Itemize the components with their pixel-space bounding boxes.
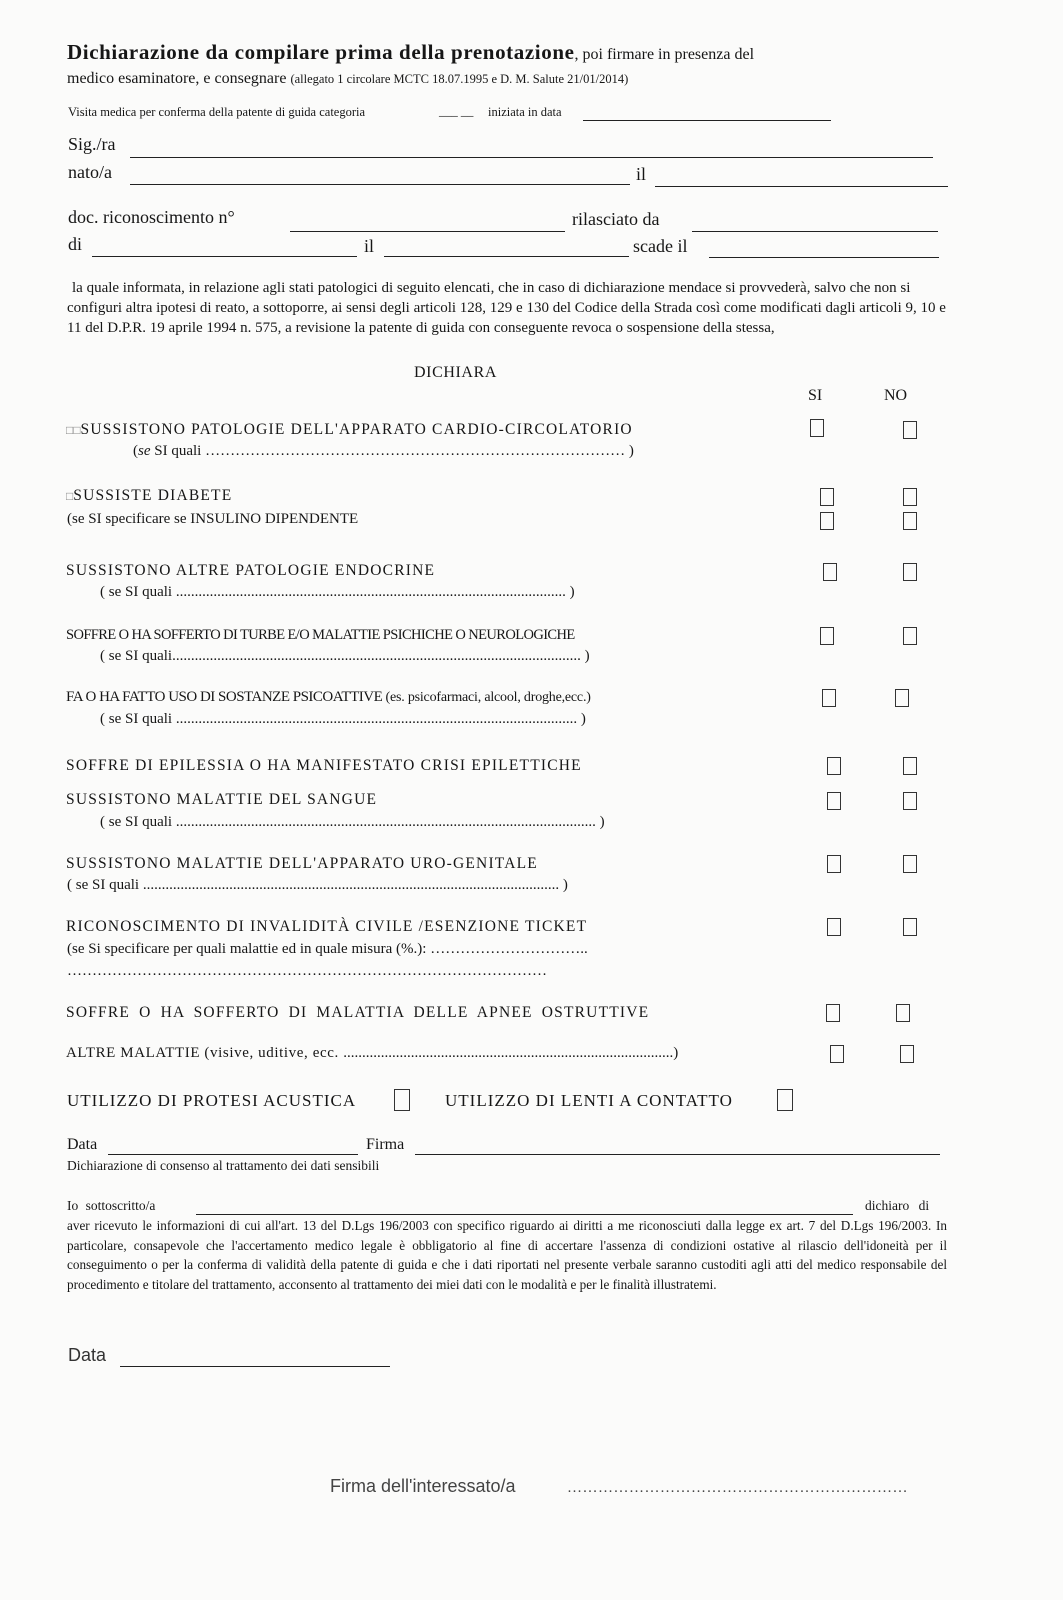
question-diabetes xyxy=(66,487,232,505)
question-label-tail: (es. psicofarmaci, alcool, droghe,ecc.) xyxy=(385,690,591,705)
visit-started-label: iniziata in data xyxy=(488,105,562,119)
question-other: ALTRE MALATTIE (visive, uditive, ecc. ........................................................................................) xyxy=(66,1045,679,1061)
contact-lenses-checkbox[interactable] xyxy=(777,1089,793,1111)
no-checkbox[interactable] xyxy=(903,488,917,506)
yes-checkbox[interactable] xyxy=(823,563,837,581)
question-substances-detail: ( se SI quali ........................................................................................................... ) xyxy=(100,711,586,727)
question-label: FA O HA FATTO USO DI SOSTANZE PSICOATTIVE xyxy=(66,689,383,705)
consent-text: aver ricevuto le informazioni di cui all'art. 13 del D.Lgs 196/2003 con specifico riguardo ai diritti a me riconosciuti dalla legge ex art. 7 del D.Lgs 196/2003. In particolare, consapevole che l'accertamento medico legale è obbligatorio al fine di accertare l'assenza di condizioni ostative al rilascio dell'idoneità per il conseguimento o per la conferma di validità della patente di guida e che i dati riportati nel presente verbale saranno custoditi agli atti del medico responsabile del procedimento e titolare del trattamento, acconsento al trattamento dei miei dati con le modalità e per le finalità illustratemi. xyxy=(67,1218,947,1292)
yes-checkbox[interactable] xyxy=(827,918,841,936)
no-checkbox[interactable] xyxy=(903,855,917,873)
detail-dots[interactable]: ........................................................................................................ xyxy=(175,584,566,600)
yes-checkbox[interactable] xyxy=(827,855,841,873)
expires-label: scade il xyxy=(633,236,688,256)
detail-dots[interactable]: ………………………….. xyxy=(430,941,588,957)
question-endocrine-detail: ( se SI quali ........................................................................................................ ) xyxy=(100,584,575,600)
visit-label: Visita medica per conferma della patente di guida categoria xyxy=(68,105,366,119)
no-checkbox[interactable] xyxy=(903,421,917,439)
issued-place-label: di xyxy=(68,234,83,254)
form-title xyxy=(67,40,754,65)
question-endocrine: SUSSISTONO ALTRE PATOLOGIE ENDOCRINE xyxy=(66,562,436,579)
consent-lead: Io sottoscritto/a xyxy=(67,1198,156,1213)
consent-name-field[interactable] xyxy=(196,1214,853,1215)
footer-signature-label: Firma dell'interessato/a xyxy=(330,1476,516,1496)
no-checkbox[interactable] xyxy=(896,1004,910,1022)
issued-date-label: il xyxy=(364,236,375,256)
no-insulin-checkbox[interactable] xyxy=(903,512,917,530)
detail-dots[interactable]: ................................................................................................................ xyxy=(175,814,596,830)
signature-field[interactable] xyxy=(415,1154,940,1155)
column-no: NO xyxy=(884,387,908,404)
yes-checkbox[interactable] xyxy=(827,757,841,775)
question-psychic-detail: ( se SI quali............................................................................................................. ) xyxy=(100,648,590,664)
question-prefix: □ xyxy=(66,489,74,503)
question-invalidity: RICONOSCIMENTO DI INVALIDITÀ CIVILE /ESENZIONE TICKET xyxy=(66,918,588,935)
issued-place-field[interactable] xyxy=(92,256,357,257)
question-diabetes-detail: (se SI specificare se INSULINO DIPENDENTE xyxy=(67,511,359,527)
hearing-aid-checkbox[interactable] xyxy=(394,1089,410,1111)
birthplace-field[interactable] xyxy=(130,184,630,185)
question-psychic: SOFFRE O HA SOFFERTO DI TURBE E/O MALATTIE PSICHICHE O NEUROLOGICHE xyxy=(66,627,575,643)
question-blood: SUSSISTONO MALATTIE DEL SANGUE xyxy=(66,791,378,808)
question-cardio xyxy=(66,421,633,439)
no-checkbox[interactable] xyxy=(903,918,917,936)
doc-number-field[interactable] xyxy=(290,231,565,232)
no-checkbox[interactable] xyxy=(903,757,917,775)
footer-signature-field[interactable]: ………………………………………………………… xyxy=(567,1480,908,1496)
no-checkbox[interactable] xyxy=(903,627,917,645)
detail-dots[interactable]: ............................................................................................................... xyxy=(142,877,560,893)
expires-field[interactable] xyxy=(709,257,939,258)
yes-checkbox[interactable] xyxy=(822,689,836,707)
hearing-aid-label: UTILIZZO DI PROTESI ACUSTICA xyxy=(67,1091,357,1110)
signature-label: Firma xyxy=(366,1136,405,1153)
title-rest: , poi firmare in presenza del xyxy=(574,46,755,63)
yes-checkbox[interactable] xyxy=(810,419,824,437)
question-cardio-detail: (se SI quali ………………………………………………………………………… ) xyxy=(133,443,634,459)
contact-lenses-label: UTILIZZO DI LENTI A CONTATTO xyxy=(445,1091,733,1110)
issued-by-field[interactable] xyxy=(692,231,938,232)
question-label: SUSSISTONO PATOLOGIE DELL'APPARATO CARDIO-CIRCOLATORIO xyxy=(80,421,633,438)
question-label: SUSSISTE DIABETE xyxy=(73,487,233,504)
yes-checkbox[interactable] xyxy=(826,1004,840,1022)
no-checkbox[interactable] xyxy=(895,689,909,707)
name-field[interactable] xyxy=(130,157,933,158)
visit-date-field[interactable] xyxy=(583,120,831,121)
issued-by-label: rilasciato da xyxy=(572,209,660,229)
issued-date-field[interactable] xyxy=(384,256,629,257)
detail-dots[interactable]: ........................................................................................ xyxy=(343,1045,674,1061)
no-checkbox[interactable] xyxy=(900,1045,914,1063)
title-line2-main: medico esaminatore, e consegnare xyxy=(67,70,287,87)
birthdate-label: il xyxy=(636,164,647,184)
yes-checkbox[interactable] xyxy=(830,1045,844,1063)
birthdate-field[interactable] xyxy=(655,186,948,187)
question-urogenital: SUSSISTONO MALATTIE DELL'APPARATO URO-GENITALE xyxy=(66,855,538,872)
question-urogenital-detail: ( se SI quali ............................................................................................................... ) xyxy=(67,877,568,893)
question-epilepsy: SOFFRE DI EPILESSIA O HA MANIFESTATO CRISI EPILETTICHE xyxy=(66,757,582,774)
consent-title: Dichiarazione di consenso al trattamento dei dati sensibili xyxy=(67,1158,380,1173)
footer-date-field[interactable] xyxy=(120,1366,390,1367)
footer-date-label: Data xyxy=(68,1345,107,1365)
question-label: ALTRE MALATTIE (visive, uditive, ecc. xyxy=(66,1045,339,1061)
consent-declare: dichiaro di xyxy=(865,1198,930,1213)
column-yes: SI xyxy=(808,387,823,404)
yes-insulin-checkbox[interactable] xyxy=(820,512,834,530)
date-label: Data xyxy=(67,1136,98,1153)
question-invalidity-detail: (se Si specificare per quali malattie ed in quale misura (%.): ………………………….. xyxy=(67,941,588,957)
yes-checkbox[interactable] xyxy=(827,792,841,810)
yes-checkbox[interactable] xyxy=(820,488,834,506)
title-line-2 xyxy=(67,70,628,88)
detail-dots[interactable]: ………………………………………………………………………… xyxy=(205,443,626,459)
no-checkbox[interactable] xyxy=(903,563,917,581)
question-substances xyxy=(66,689,591,706)
born-label: nato/a xyxy=(68,162,112,182)
title-line2-reference: (allegato 1 circolare MCTC 18.07.1995 e D. M. Salute 21/01/2014) xyxy=(290,72,629,86)
date-field[interactable] xyxy=(108,1154,358,1155)
detail-dots[interactable]: ........................................................................................................... xyxy=(175,711,578,727)
question-invalidity-line2[interactable]: …………………………………………………………………………………… xyxy=(67,963,547,979)
intro-paragraph: la quale informata, in relazione agli stati patologici di seguito elencati, che in caso di dichiarazione mendace si provvederà, salvo che non si configuri altra ipotesi di reato, a sottoporre, ai sensi degli articoli 128, 129 e 130 del Codice della Strada così come modificati dagli articoli 9, 10 e 11 del D.P.R. 19 aprile 1994 n. 575, a revisione la patente di guida con conseguente revoca o sospensione della stessa, xyxy=(67,280,946,336)
detail-dots[interactable]: ............................................................................................................. xyxy=(172,648,581,664)
name-label: Sig./ra xyxy=(68,134,116,154)
yes-checkbox[interactable] xyxy=(820,627,834,645)
question-prefix: □□ xyxy=(66,423,81,437)
visit-category-blank[interactable]: ___ __ xyxy=(439,104,474,118)
no-checkbox[interactable] xyxy=(903,792,917,810)
question-apnea: SOFFRE O HA SOFFERTO DI MALATTIA DELLE APNEE OSTRUTTIVE xyxy=(66,1004,650,1021)
title-bold: Dichiarazione da compilare prima della prenotazione xyxy=(67,40,575,64)
question-blood-detail: ( se SI quali ................................................................................................................ ) xyxy=(100,814,605,830)
declares-heading: DICHIARA xyxy=(414,364,498,381)
doc-label: doc. riconoscimento n° xyxy=(68,207,235,227)
